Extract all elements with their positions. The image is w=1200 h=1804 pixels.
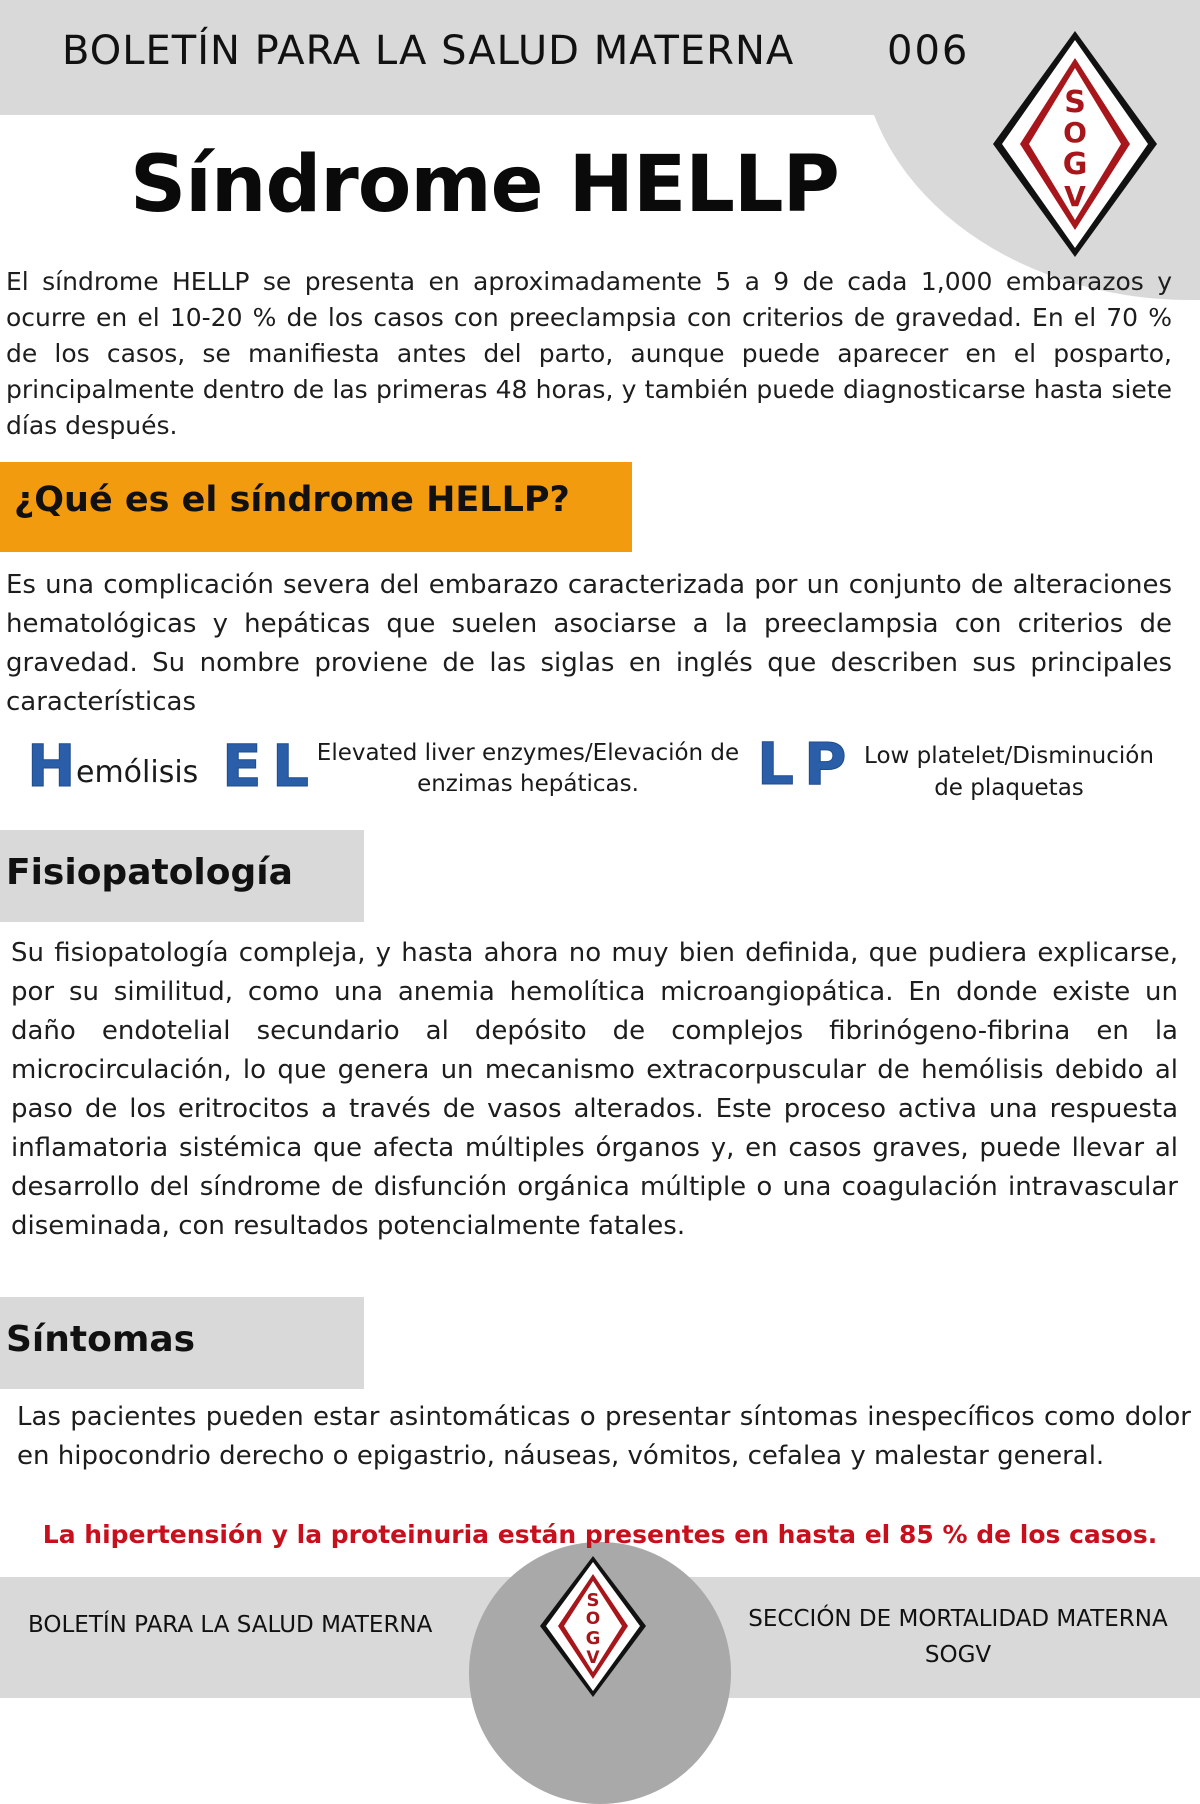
fisiopatologia-paragraph: Su fisiopatología compleja, y hasta ahora no muy bien definida, que pudiera explicarse, por su similitud, como una anemia hemolítica microangiopática. En donde existe un daño endotelial secundario al depósito de complejos fibrinógeno-fibrina en la microcirculación, lo que genera un mecanismo extracorpuscular de hemólisis debido al paso de los eritrocitos a través de vasos alterados. Este proceso activa una respuesta inflamatoria sistémica que afecta múltiples órganos y, en casos graves, puede llevar al desarrollo del síndrome de disfunción orgánica múltiple o una coagulación intravascular diseminada, con resultados potencialmente fatales. <box>11 938 1178 1241</box>
what-is-paragraph: Es una complicación severa del embarazo caracterizada por un conjunto de alteraciones hematológicas y hepáticas que suelen asociarse a la preeclampsia con criterios de gravedad. Su nombre proviene de las siglas en inglés que describen sus principales características <box>6 570 1172 717</box>
footer-section-name <box>726 1601 1190 1673</box>
acronym-letter-e: E <box>222 732 262 800</box>
header-title: BOLETÍN PARA LA SALUD MATERNA <box>62 28 795 74</box>
intro-paragraph: El síndrome HELLP se presenta en aproximadamente 5 a 9 de cada 1,000 embarazos y ocurre en el 10-20 % de los casos con preeclampsia con criterios de gravedad. En el 70 % de los casos, se manifiesta antes del parto, aunque puede aparecer en el posparto, principalmente dentro de las primeras 48 horas, y también puede diagnosticarse hasta siete días después. <box>6 267 1172 440</box>
footer-section-line1: SECCIÓN DE MORTALIDAD MATERNA <box>748 1606 1168 1632</box>
acronym-letter-h: H <box>27 732 76 800</box>
page-title: Síndrome HELLP <box>130 140 839 230</box>
acronym-letter-l: L <box>272 732 309 800</box>
logo-letter-s: S <box>1064 85 1086 120</box>
sogv-logo-icon <box>990 28 1160 260</box>
logo-letter-g: G <box>1062 147 1088 182</box>
acronym-letter-p: P <box>804 730 847 798</box>
footer-sogv-logo-icon <box>538 1554 648 1699</box>
footer-section-line2: SOGV <box>924 1642 992 1668</box>
issue-number: 006 <box>887 28 970 74</box>
sintomas-highlight: La hipertensión y la proteinuria están presentes en hasta el 85 % de los casos. <box>42 1520 1158 1549</box>
logo-letter-v: V <box>1064 180 1086 213</box>
acronym-el-text: Elevated liver enzymes/Elevación de enzimas hepáticas. <box>316 740 740 797</box>
footer-logo-letter-o: O <box>585 1609 601 1629</box>
sintomas-paragraph: Las pacientes pueden estar asintomáticas o presentar síntomas inespecíficos como dolor en hipocondrio derecho o epigastrio, náuseas, vómitos, cefalea y malestar general. <box>17 1402 1191 1471</box>
logo-letter-o: O <box>1063 116 1087 149</box>
footer-logo-letter-s: S <box>586 1590 600 1611</box>
footer-logo-letter-v: V <box>586 1648 600 1668</box>
sintomas-heading: Síntomas <box>6 1319 196 1360</box>
acronym-letter-l-second: L <box>757 730 794 798</box>
fisiopatologia-heading: Fisiopatología <box>6 852 293 893</box>
footer-bulletin-title: BOLETÍN PARA LA SALUD MATERNA <box>28 1612 433 1638</box>
acronym-lp-text: Low platelet/Disminución de plaquetas <box>864 743 1154 801</box>
footer-logo-letter-g: G <box>585 1628 601 1649</box>
acronym-h-text: emólisis <box>76 755 199 790</box>
what-is-heading: ¿Qué es el síndrome HELLP? <box>14 480 570 520</box>
